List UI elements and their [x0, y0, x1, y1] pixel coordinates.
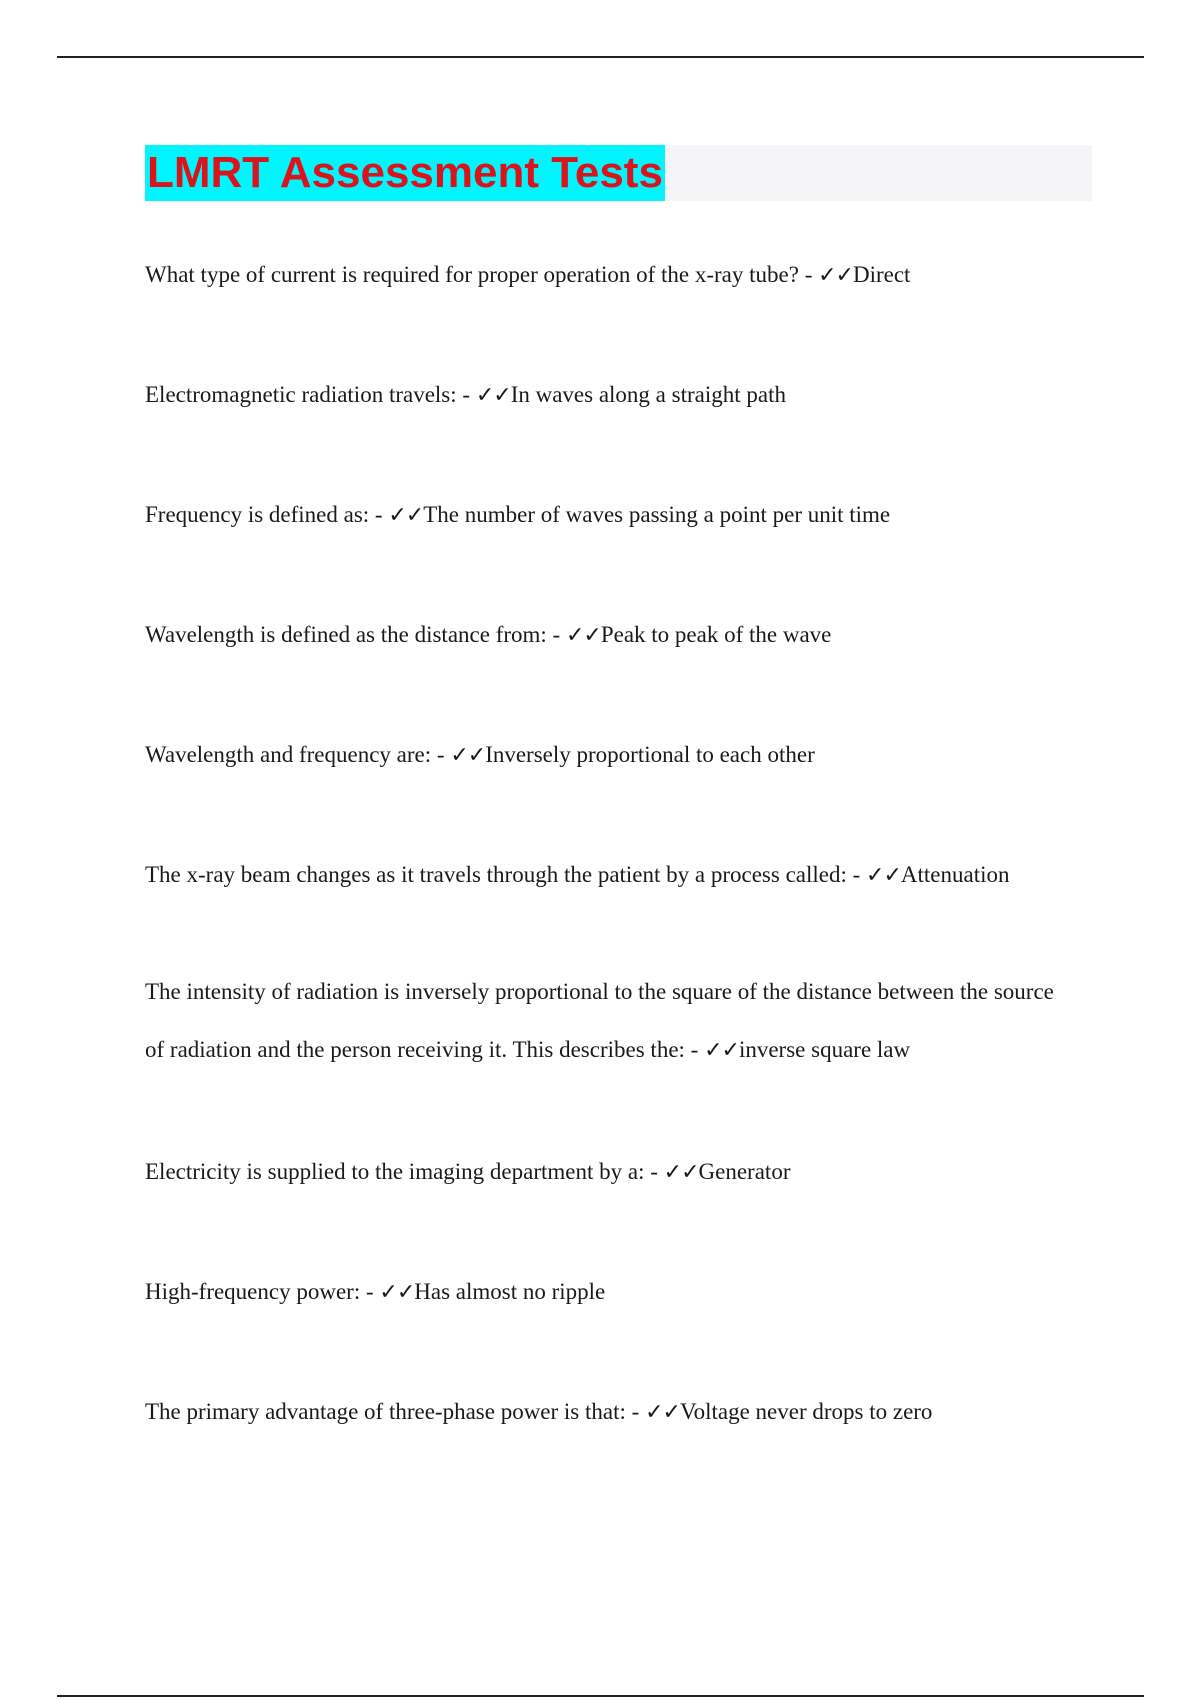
- double-check-icon: ✓✓: [475, 383, 511, 408]
- question-text: High-frequency power: -: [145, 1279, 374, 1304]
- qa-item-10: [145, 1383, 1065, 1442]
- question-text: Electricity is supplied to the imaging department by a: -: [145, 1159, 658, 1184]
- qa-item-8: [145, 1143, 1065, 1202]
- answer-text: Voltage never drops to zero: [679, 1399, 933, 1424]
- answer-text: The number of waves passing a point per unit time: [423, 502, 891, 527]
- top-rule: [57, 56, 1144, 58]
- answer-text: Has almost no ripple: [414, 1279, 606, 1304]
- question-text: Frequency is defined as: -: [145, 502, 383, 527]
- answer-text: Inversely proportional to each other: [485, 742, 815, 767]
- question-text: The intensity of radiation is inversely proportional to the square of the distance between the source of radiation and the person receiving it. This describes the: -: [145, 979, 1054, 1062]
- double-check-icon: ✓✓: [818, 263, 853, 288]
- double-check-icon: ✓✓: [450, 743, 486, 768]
- double-check-icon: ✓✓: [379, 1280, 415, 1305]
- question-text: What type of current is required for proper operation of the x-ray tube? -: [145, 262, 813, 287]
- question-text: Wavelength and frequency are: -: [145, 742, 445, 767]
- double-check-icon: ✓✓: [388, 503, 424, 528]
- answer-text: inverse square law: [738, 1037, 911, 1062]
- question-text: The primary advantage of three-phase power is that: -: [145, 1399, 640, 1424]
- double-check-icon: ✓✓: [663, 1160, 699, 1185]
- qa-item-2: [145, 366, 1065, 425]
- title-highlight: [145, 145, 665, 201]
- bottom-rule: [57, 1695, 1144, 1697]
- answer-text: Generator: [698, 1159, 791, 1184]
- qa-item-6: [145, 846, 1065, 905]
- document-title: LMRT Assessment Tests: [147, 148, 663, 197]
- question-text: The x-ray beam changes as it travels through the patient by a process called: -: [145, 862, 861, 887]
- double-check-icon: ✓✓: [704, 1038, 739, 1063]
- answer-text: Peak to peak of the wave: [600, 622, 832, 647]
- answer-text: Direct: [852, 262, 911, 287]
- qa-item-7: [145, 963, 1075, 1080]
- question-text: Electromagnetic radiation travels: -: [145, 382, 471, 407]
- answer-text: In waves along a straight path: [510, 382, 786, 407]
- qa-item-4: [145, 606, 1065, 665]
- double-check-icon: ✓✓: [565, 623, 601, 648]
- double-check-icon: ✓✓: [866, 863, 901, 888]
- qa-item-9: [145, 1263, 1065, 1322]
- qa-item-1: [145, 246, 1065, 305]
- answer-text: Attenuation: [900, 862, 1010, 887]
- question-text: Wavelength is defined as the distance from: -: [145, 622, 561, 647]
- qa-item-5: [145, 726, 1065, 785]
- double-check-icon: ✓✓: [645, 1400, 680, 1425]
- qa-item-3: [145, 486, 1065, 545]
